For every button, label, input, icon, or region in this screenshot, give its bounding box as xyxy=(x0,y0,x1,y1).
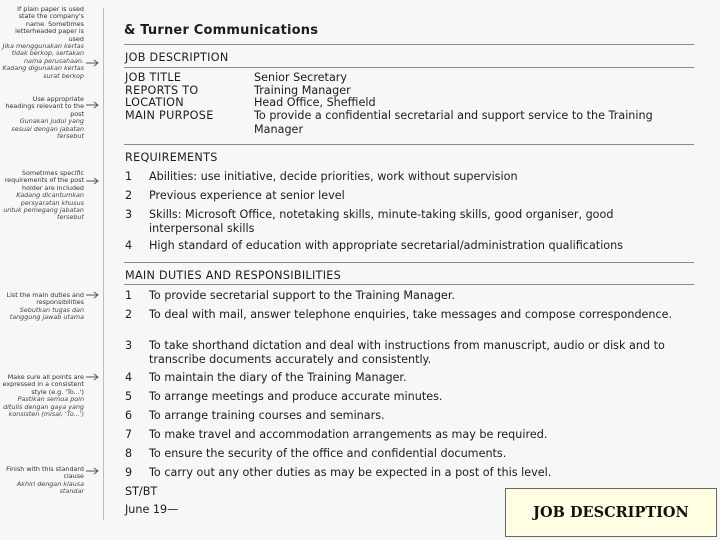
requirements-heading: REQUIREMENTS xyxy=(125,151,218,164)
field-value: To provide a confidential secretarial and support service to the Training Manager xyxy=(254,109,653,136)
field-value: Head Office, Sheffield xyxy=(254,96,376,109)
arrow-right-icon xyxy=(86,290,100,300)
list-number: 6 xyxy=(125,409,133,422)
requirement-item: Abilities: use initiative, decide priorities, work without supervision xyxy=(149,170,518,183)
requirement-item: High standard of education with appropriate secretarial/administration qualifications xyxy=(149,239,624,252)
list-number: 7 xyxy=(125,428,133,441)
list-number: 3 xyxy=(125,208,133,221)
note-english: If plain paper is used state the company's name. Sometimes letterheaded paper is used xyxy=(15,5,84,43)
duty-item: To take shorthand dictation and deal with instructions from manuscript, audio or disk and to transcribe documents accurately and consistently. xyxy=(149,339,665,366)
field-label: MAIN PURPOSE xyxy=(125,109,214,122)
arrow-right-icon xyxy=(86,100,100,110)
list-number: 4 xyxy=(125,371,133,384)
horizontal-rule xyxy=(124,284,694,285)
list-number: 9 xyxy=(125,466,133,479)
horizontal-rule xyxy=(124,144,694,145)
margin-note xyxy=(2,292,84,322)
duty-item: To carry out any other duties as may be expected in a post of this level. xyxy=(149,466,552,479)
field-value: Training Manager xyxy=(254,84,351,97)
margin-note xyxy=(2,96,84,140)
note-english: Make sure all points are expressed in a consistent style (e.g. 'To...') xyxy=(2,373,84,396)
field-label: LOCATION xyxy=(125,96,184,109)
margin-notes xyxy=(0,0,100,540)
note-english: Use appropriate headings relevant to the post xyxy=(5,95,84,118)
duty-item: To arrange meetings and produce accurate minutes. xyxy=(149,390,443,403)
field-value: Senior Secretary xyxy=(254,71,348,84)
duty-item: To maintain the diary of the Training Manager. xyxy=(149,371,407,384)
duty-item: To deal with mail, answer telephone enquiries, take messages and compose correspondence. xyxy=(149,308,673,321)
document-date: June 19— xyxy=(125,503,179,516)
duties-heading: MAIN DUTIES AND RESPONSIBILITIES xyxy=(125,269,342,282)
margin-note xyxy=(2,170,84,222)
margin-note xyxy=(2,466,84,496)
caption-box xyxy=(505,488,717,537)
list-number: 1 xyxy=(125,289,133,302)
margin-note xyxy=(2,374,84,418)
arrow-right-icon xyxy=(86,176,100,186)
arrow-right-icon xyxy=(86,58,100,68)
horizontal-rule xyxy=(124,44,694,45)
field-label: JOB TITLE xyxy=(125,71,182,84)
requirement-item: Skills: Microsoft Office, notetaking skills, minute-taking skills, good organiser, good interpersonal skills xyxy=(149,208,614,235)
horizontal-rule xyxy=(124,67,694,68)
company-name: & Turner Communications xyxy=(124,23,319,38)
list-number: 2 xyxy=(125,308,133,321)
field-label: REPORTS TO xyxy=(125,84,199,97)
note-translation: Sebutkan tugas dan tanggung jawab utama xyxy=(9,305,84,322)
list-number: 4 xyxy=(125,239,133,252)
page-edge-divider xyxy=(103,8,104,520)
duty-item: To arrange training courses and seminars. xyxy=(149,409,385,422)
requirement-item: Previous experience at senior level xyxy=(149,189,345,202)
note-translation: Gunakan judul yang sesuai dengan jabatan tersebut xyxy=(11,117,84,141)
note-translation: Kadang dicantumkan persyaratan khusus untuk pemegang jabatan tersebut xyxy=(3,191,84,222)
arrow-right-icon xyxy=(86,372,100,382)
list-number: 8 xyxy=(125,447,133,460)
duty-item: To ensure the security of the office and confidential documents. xyxy=(149,447,507,460)
note-translation: Pastikan semua poin ditulis dengan gaya yang konsisten (misal, 'To...') xyxy=(3,395,84,419)
note-english: Sometimes specific requirements of the post holder are included xyxy=(4,169,84,192)
caption-text: JOB DESCRIPTION xyxy=(533,504,689,521)
margin-note xyxy=(2,6,84,80)
note-translation: Akhiri dengan klausa standar xyxy=(16,479,84,496)
horizontal-rule xyxy=(124,262,694,263)
duty-item: To provide secretarial support to the Training Manager. xyxy=(149,289,455,302)
note-english: Finish with this standard clause xyxy=(6,465,84,481)
list-number: 2 xyxy=(125,189,133,202)
note-english: List the main duties and responsibilities xyxy=(6,291,84,307)
list-number: 3 xyxy=(125,339,133,352)
duty-item: To make travel and accommodation arrangements as may be required. xyxy=(149,428,548,441)
job-description-document xyxy=(112,0,712,540)
note-translation: Jika menggunakan kertas tidak berkop, sertakan nama perusahaan. Kadang digunakan kertas surat berkop xyxy=(2,42,84,80)
list-number: 1 xyxy=(125,170,133,183)
document-heading: JOB DESCRIPTION xyxy=(125,51,229,64)
list-number: 5 xyxy=(125,390,133,403)
arrow-right-icon xyxy=(86,466,100,476)
reference-initials: ST/BT xyxy=(125,485,158,498)
